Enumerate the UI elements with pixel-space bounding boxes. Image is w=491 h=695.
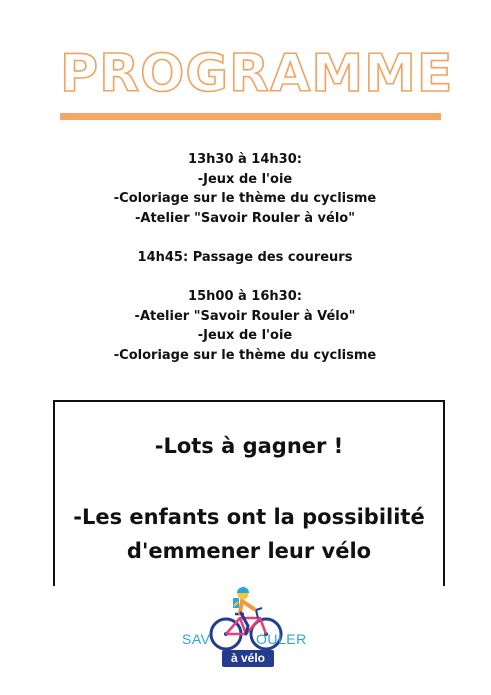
logo-word-savoir: SAV <box>182 631 211 647</box>
logo-word-rouler: OULER <box>256 631 307 647</box>
schedule-item: -Coloriage sur le thème du cyclisme <box>113 191 377 207</box>
schedule-gap <box>45 228 445 248</box>
schedule-time-3: 15h00 à 16h30: <box>188 289 302 305</box>
schedule-gap <box>45 268 445 288</box>
savoir-rouler-logo <box>180 584 325 679</box>
title-underline <box>60 113 441 120</box>
info-box <box>53 400 445 586</box>
schedule-item: -Atelier "Savoir Rouler à Vélo" <box>134 308 356 324</box>
schedule-time-2: 14h45: Passage des coureurs <box>137 249 353 265</box>
page-title: PROGRAMME <box>60 44 454 104</box>
schedule-item: -Atelier "Savoir Rouler à vélo" <box>134 210 356 226</box>
schedule-item: -Jeux de l'oie <box>197 328 293 344</box>
bring-bike-line-2: d'emmener leur vélo <box>126 539 372 563</box>
schedule-item: -Jeux de l'oie <box>197 171 293 187</box>
bring-bike-text <box>55 500 443 568</box>
prizes-text: -Lots à gagner ! <box>154 434 344 458</box>
schedule-time-1: 13h30 à 14h30: <box>188 152 302 167</box>
logo-badge: à vélo <box>222 650 274 667</box>
bring-bike-line-1: -Les enfants ont la possibilité <box>73 505 425 529</box>
schedule <box>45 150 445 366</box>
schedule-item: -Coloriage sur le thème du cyclisme <box>113 347 377 363</box>
